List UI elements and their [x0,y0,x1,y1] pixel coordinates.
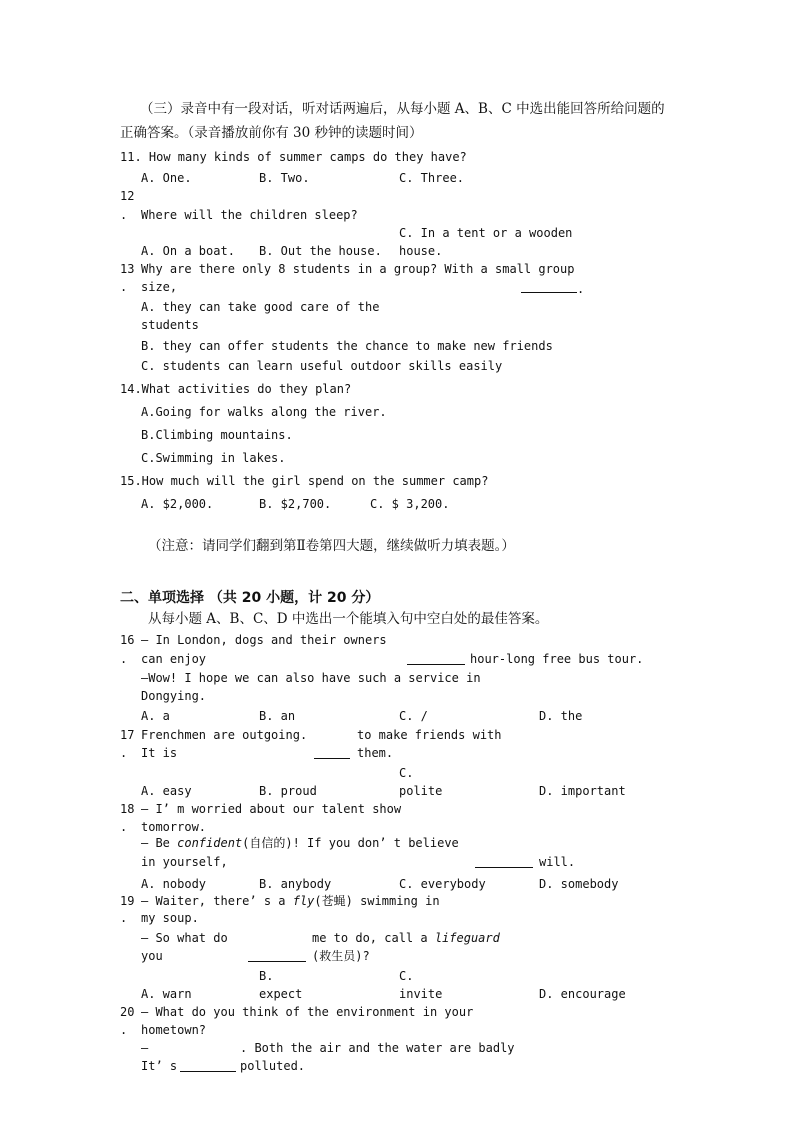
question-19-line1 [141,895,440,907]
question-19-line3a: — So what do [141,931,228,945]
question-18-line3 [141,837,459,849]
question-17-dot: . [120,746,128,760]
question-12-number: 12 [120,189,135,203]
question-20-line3a: — [141,1041,149,1055]
question-13-option-c[interactable]: C. students can learn useful outdoor skills easily [141,359,503,373]
question-20-number: 20 [120,1005,135,1019]
question-16-option-b[interactable]: B. an [259,709,296,723]
question-11-option-c[interactable]: C. Three. [399,171,465,185]
question-16-line2b: hour-long free bus tour. [470,652,644,666]
question-18-blank[interactable] [475,856,533,870]
question-20-line2: hometown? [141,1023,207,1037]
question-19-line1-end: (苍蝇) swimming in [314,894,440,908]
question-14-option-b[interactable]: B.Climbing mountains. [141,428,293,442]
question-16-option-a[interactable]: A. a [141,709,170,723]
question-20-line3b: . Both the air and the water are badly [240,1041,515,1055]
question-18-option-d[interactable]: D. somebody [539,877,619,891]
question-13-text-line2: size, [141,280,178,294]
question-16-line1: — In London, dogs and their owners [141,633,387,647]
question-18-number: 18 [120,802,135,816]
question-19-line1-start: — Waiter, there’ s a [141,894,293,908]
question-17-option-d[interactable]: D. important [539,784,626,798]
question-13-option-a-line1[interactable]: A. they can take good care of the [141,300,380,314]
question-16-line2a: can enjoy [141,652,207,666]
question-19-option-b[interactable]: expect [259,987,303,1001]
question-13-answer-blank[interactable] [521,281,584,295]
question-13-dot: . [120,280,128,294]
question-13-option-a-line2[interactable]: students [141,318,199,332]
question-17-blank[interactable] [314,747,350,761]
question-19-dot: . [120,911,128,925]
question-11-option-a[interactable]: A. One. [141,171,192,185]
question-17-line2b: them. [357,746,394,760]
question-19-option-a[interactable]: A. warn [141,987,192,1001]
question-19-word-lifeguard: lifeguard [434,931,500,945]
question-20-line1: — What do you think of the environment in your [141,1005,474,1019]
question-11-option-b[interactable]: B. Two. [259,171,310,185]
question-12-option-c-line2[interactable]: house. [399,244,443,258]
question-19-line3b [312,932,500,944]
question-13-option-b[interactable]: B. they can offer students the chance to make new friends [141,339,553,353]
question-15-option-b[interactable]: B. $2,700. [259,497,332,511]
question-13-end-mark: . [577,282,585,296]
question-13-text-line1: Why are there only 8 students in a group? With a small group [141,262,575,276]
question-17-number: 17 [120,728,135,742]
section2-instruction: 从每小题 A、B、C、D 中选出一个能填入句中空白处的最佳答案。 [148,611,549,627]
question-14-option-c[interactable]: C.Swimming in lakes. [141,451,286,465]
question-18-word-confident: confident [177,836,243,850]
question-19-line3b-text: me to do, call a [312,931,435,945]
question-19-option-d[interactable]: D. encourage [539,987,626,1001]
question-17-line1a: Frenchmen are outgoing. [141,728,308,742]
question-12-option-a[interactable]: A. On a boat. [141,244,235,258]
question-16-number: 16 [120,633,135,647]
question-19-number: 19 [120,894,135,908]
question-19-blank[interactable] [248,950,306,964]
question-19-option-b-label: B. [259,969,274,983]
question-18-line4a: in yourself, [141,855,228,869]
question-14-option-a[interactable]: A.Going for walks along the river. [141,405,387,419]
question-18-line1: — I’ m worried about our talent show [141,802,402,816]
question-18-option-a[interactable]: A. nobody [141,877,207,891]
question-20-blank[interactable] [180,1060,236,1074]
question-17-option-c-label: C. [399,766,414,780]
question-18-option-c[interactable]: C. everybody [399,877,486,891]
question-17-option-a[interactable]: A. easy [141,784,192,798]
section3-instruction-line2: 正确答案。（录音播放前你有 30 秒钟的读题时间） [120,125,423,141]
question-17-option-c[interactable]: polite [399,784,443,798]
section3-instruction-line1: （三）录音中有一段对话，听对话两遍后，从每小题 A、B、C 中选出能回答所给问题的 [140,101,665,117]
question-17-line1b: to make friends with [357,728,502,742]
question-14-text: 14.What activities do they plan? [120,382,352,396]
question-16-dot: . [120,652,128,666]
question-18-line3-end: (自信的)! If you don’ t believe [242,836,459,850]
question-19-word-fly: fly [292,894,315,908]
question-18-dot: . [120,820,128,834]
question-20-line4b: polluted. [240,1059,306,1073]
question-20-line4a: It’ s [141,1059,178,1073]
question-16-line4: Dongying. [141,689,207,703]
question-12-text: Where will the children sleep? [141,208,358,222]
question-19-option-c-label: C. [399,969,414,983]
question-11-text: 11. How many kinds of summer camps do they have? [120,150,467,164]
question-19-option-c[interactable]: invite [399,987,443,1001]
question-15-option-c[interactable]: C. $ 3,200. [370,497,450,511]
question-18-line2: tomorrow. [141,820,207,834]
question-18-line3-start: — Be [141,836,178,850]
question-15-text: 15.How much will the girl spend on the summer camp? [120,474,489,488]
question-13-number: 13 [120,262,135,276]
question-12-dot: . [120,208,128,222]
question-17-option-b[interactable]: B. proud [259,784,317,798]
turn-page-note: （注意：请同学们翻到第Ⅱ卷第四大题，继续做听力填表题。） [148,538,515,554]
question-12-option-b[interactable]: B. Out the house. [259,244,382,258]
question-16-option-d[interactable]: D. the [539,709,583,723]
question-15-option-a[interactable]: A. $2,000. [141,497,214,511]
question-17-line2a: It is [141,746,178,760]
question-20-dot: . [120,1023,128,1037]
question-16-blank[interactable] [407,653,465,667]
question-16-line3: —Wow! I hope we can also have such a service in [141,671,481,685]
question-12-option-c-line1[interactable]: C. In a tent or a wooden [399,226,573,240]
question-19-line4b: (救生员)? [312,949,370,963]
section2-title: 二、单项选择 （共 20 小题，计 20 分） [120,590,380,606]
question-18-line4b: will. [539,855,576,869]
question-16-option-c[interactable]: C. / [399,709,428,723]
question-19-line4a: you [141,949,163,963]
question-19-line2: my soup. [141,911,199,925]
question-18-option-b[interactable]: B. anybody [259,877,332,891]
